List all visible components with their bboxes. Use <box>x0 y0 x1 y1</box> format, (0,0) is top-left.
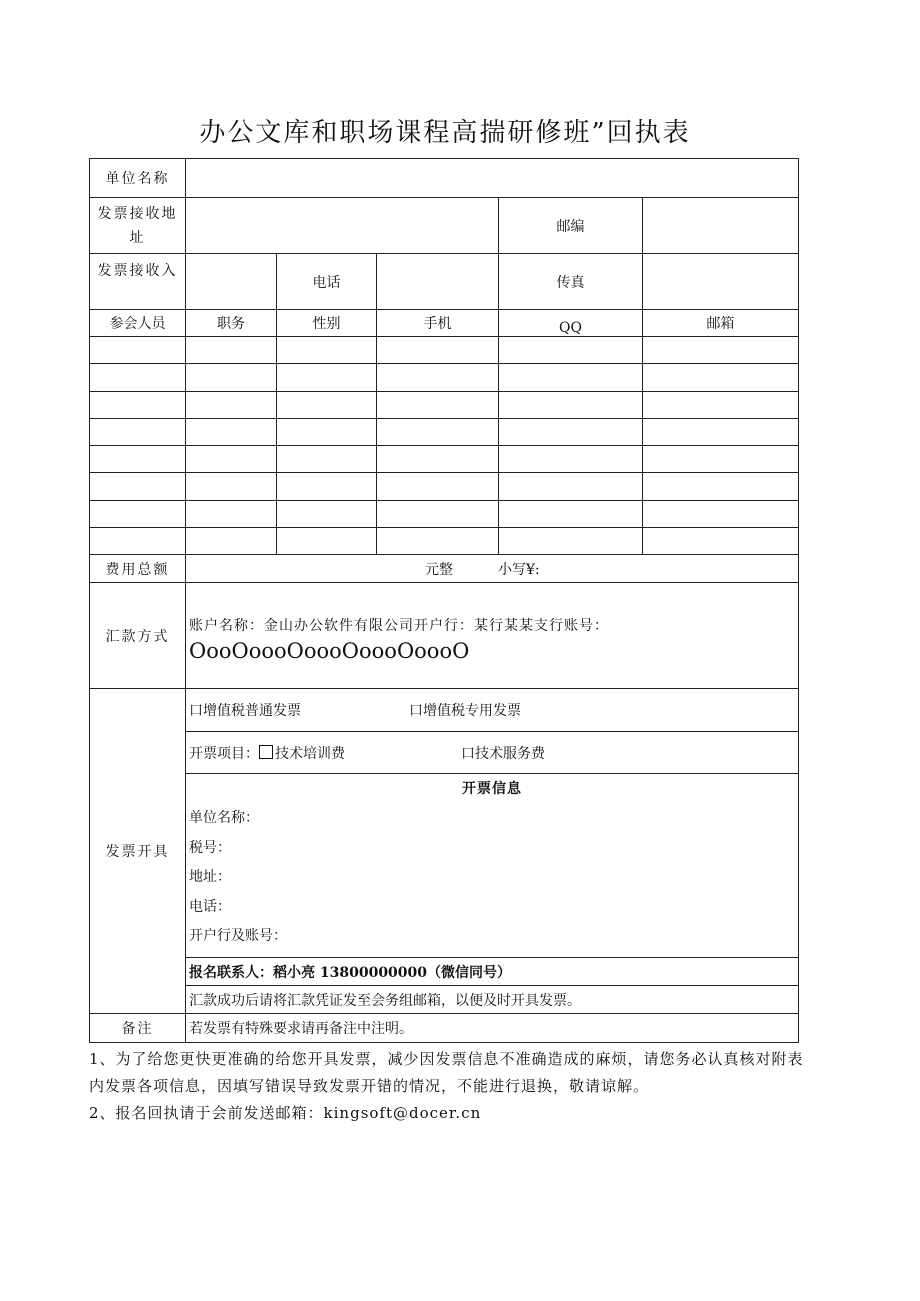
unit-name-field[interactable] <box>186 159 799 198</box>
attendee-gender-cell[interactable] <box>277 446 377 473</box>
unit-name-label: 单位名称 <box>90 159 186 198</box>
fax-label: 传真 <box>499 254 643 310</box>
attendee-gender-cell[interactable] <box>277 364 377 391</box>
invoice-field-unit-name[interactable]: 单位名称： <box>189 810 259 827</box>
attendee-gender-cell[interactable] <box>277 337 377 364</box>
remit-note-row <box>90 986 799 1014</box>
attendee-row <box>90 337 799 364</box>
invoice-type-row <box>90 689 799 732</box>
fee-row <box>90 555 799 583</box>
remit-note: 汇款成功后请将汇款凭证发至会务组邮箱，以便及时开具发票。 <box>186 986 799 1014</box>
invoice-field-phone[interactable]: 电话： <box>189 898 231 915</box>
invoice-label: 发票开具 <box>90 689 186 1014</box>
invoice-address-label: 发票接收地址 <box>90 198 186 254</box>
invoice-type-normal-option[interactable]: 口增值税普通发票 <box>189 703 301 720</box>
account-number: OooOoooOoooOoooOoooO <box>189 638 470 663</box>
invoice-type-options <box>186 689 799 732</box>
unit-name-row <box>90 159 799 198</box>
account-info-line: 账户名称：金山办公软件有限公司开户行：某行某某支行账号： <box>189 617 609 634</box>
attendee-mobile-cell[interactable] <box>377 500 499 527</box>
service-fee-option[interactable]: 口技术服务费 <box>461 745 545 762</box>
attendee-rows <box>90 337 799 555</box>
postcode-field[interactable] <box>643 198 799 254</box>
attendee-email-cell[interactable] <box>643 446 799 473</box>
attendee-position-cell[interactable] <box>186 337 277 364</box>
attendee-email-cell[interactable] <box>643 337 799 364</box>
attendee-email-cell[interactable] <box>643 500 799 527</box>
contact-row <box>90 958 799 986</box>
page-title: 办公文库和职场课程高揣研修班”回执表 <box>199 118 691 148</box>
attendee-qq-cell[interactable] <box>499 528 643 555</box>
attendee-gender-cell[interactable] <box>277 528 377 555</box>
attendee-gender-cell[interactable] <box>277 500 377 527</box>
attendee-header-position: 职务 <box>186 310 277 337</box>
attendee-mobile-cell[interactable] <box>377 418 499 445</box>
attendee-row <box>90 500 799 527</box>
postcode-label: 邮编 <box>499 198 643 254</box>
attendee-mobile-cell[interactable] <box>377 337 499 364</box>
attendee-row <box>90 364 799 391</box>
attendee-position-cell[interactable] <box>186 500 277 527</box>
attendee-header-gender: 性别 <box>277 310 377 337</box>
training-fee-checkbox-icon[interactable] <box>259 745 273 759</box>
attendee-name-cell[interactable] <box>90 446 186 473</box>
attendee-gender-cell[interactable] <box>277 391 377 418</box>
attendee-qq-cell[interactable] <box>499 364 643 391</box>
remittance-details <box>186 583 799 689</box>
remittance-row <box>90 583 799 689</box>
invoice-field-address[interactable]: 地址： <box>189 869 231 886</box>
attendee-header-name: 参会人员 <box>90 310 186 337</box>
invoice-items-options <box>186 732 799 774</box>
attendee-email-cell[interactable] <box>643 391 799 418</box>
attendee-row <box>90 528 799 555</box>
fax-field[interactable] <box>643 254 799 310</box>
invoice-address-field[interactable] <box>186 198 499 254</box>
attendee-name-cell[interactable] <box>90 473 186 500</box>
attendee-mobile-cell[interactable] <box>377 473 499 500</box>
remarks-label: 备注 <box>90 1014 186 1043</box>
attendee-qq-cell[interactable] <box>499 500 643 527</box>
attendee-mobile-cell[interactable] <box>377 446 499 473</box>
invoice-info-block <box>186 774 799 958</box>
fee-label: 费用总额 <box>90 555 186 583</box>
attendee-qq-cell[interactable] <box>499 337 643 364</box>
registration-form-table <box>89 158 799 1043</box>
invoice-info-title: 开票信息 <box>462 781 523 798</box>
attendee-qq-cell[interactable] <box>499 446 643 473</box>
attendee-header-mobile: 手机 <box>377 310 499 337</box>
attendee-row <box>90 446 799 473</box>
attendee-header-qq: QQ <box>499 310 643 337</box>
attendee-email-cell[interactable] <box>643 528 799 555</box>
remarks-row <box>90 1014 799 1043</box>
attendee-position-cell[interactable] <box>186 364 277 391</box>
attendee-position-cell[interactable] <box>186 528 277 555</box>
attendee-name-cell[interactable] <box>90 500 186 527</box>
attendee-mobile-cell[interactable] <box>377 528 499 555</box>
attendee-position-cell[interactable] <box>186 446 277 473</box>
invoice-items-label: 开票项目： <box>189 745 259 762</box>
fee-lowercase-label: 小写¥: <box>498 561 540 578</box>
phone-label: 电话 <box>277 254 377 310</box>
invoice-type-special-option[interactable]: 口增值税专用发票 <box>409 703 521 720</box>
training-fee-option[interactable]: 技术培训费 <box>275 745 345 762</box>
attendee-position-cell[interactable] <box>186 391 277 418</box>
attendee-name-cell[interactable] <box>90 391 186 418</box>
attendee-email-cell[interactable] <box>643 364 799 391</box>
fee-yuan-label: 元整 <box>425 561 453 578</box>
note-1: 1、为了给您更快更准确的给您开具发票，减少因发票信息不准确造成的麻烦，请您务必认真核对附表内发票各项信息，因填写错误导致发票开错的情况，不能进行退换，敬请谅解。 <box>89 1050 804 1095</box>
phone-field[interactable] <box>377 254 499 310</box>
attendee-email-cell[interactable] <box>643 418 799 445</box>
invoice-field-bank-account[interactable]: 开户行及账号： <box>189 928 287 945</box>
attendee-row <box>90 391 799 418</box>
fee-field[interactable] <box>186 555 799 583</box>
invoice-receiver-label: 发票接收入 <box>90 254 186 310</box>
contact-info: 报名联系人：稻小亮 13800000000（微信同号） <box>186 958 799 986</box>
attendee-gender-cell[interactable] <box>277 418 377 445</box>
remittance-label: 汇款方式 <box>90 583 186 689</box>
footer-notes <box>89 1046 804 1127</box>
invoice-items-row <box>90 732 799 774</box>
attendee-position-cell[interactable] <box>186 418 277 445</box>
attendee-qq-cell[interactable] <box>499 418 643 445</box>
attendee-email-cell[interactable] <box>643 473 799 500</box>
attendee-name-cell[interactable] <box>90 364 186 391</box>
attendee-row <box>90 418 799 445</box>
attendee-header-email: 邮箱 <box>643 310 799 337</box>
attendee-name-cell[interactable] <box>90 528 186 555</box>
attendee-mobile-cell[interactable] <box>377 364 499 391</box>
attendee-name-cell[interactable] <box>90 337 186 364</box>
attendee-qq-cell[interactable] <box>499 391 643 418</box>
invoice-receiver-row <box>90 254 799 310</box>
attendee-position-cell[interactable] <box>186 473 277 500</box>
invoice-receiver-field[interactable] <box>186 254 277 310</box>
invoice-info-row <box>90 774 799 958</box>
attendee-row <box>90 473 799 500</box>
attendee-header-row <box>90 310 799 337</box>
invoice-address-row <box>90 198 799 254</box>
attendee-mobile-cell[interactable] <box>377 391 499 418</box>
attendee-qq-cell[interactable] <box>499 473 643 500</box>
attendee-name-cell[interactable] <box>90 418 186 445</box>
attendee-gender-cell[interactable] <box>277 473 377 500</box>
invoice-field-tax-number[interactable]: 税号： <box>189 839 231 856</box>
remarks-text: 若发票有特殊要求请再备注中注明。 <box>186 1014 799 1043</box>
note-2: 2、报名回执请于会前发送邮箱：kingsoft@docer.cn <box>89 1104 482 1122</box>
